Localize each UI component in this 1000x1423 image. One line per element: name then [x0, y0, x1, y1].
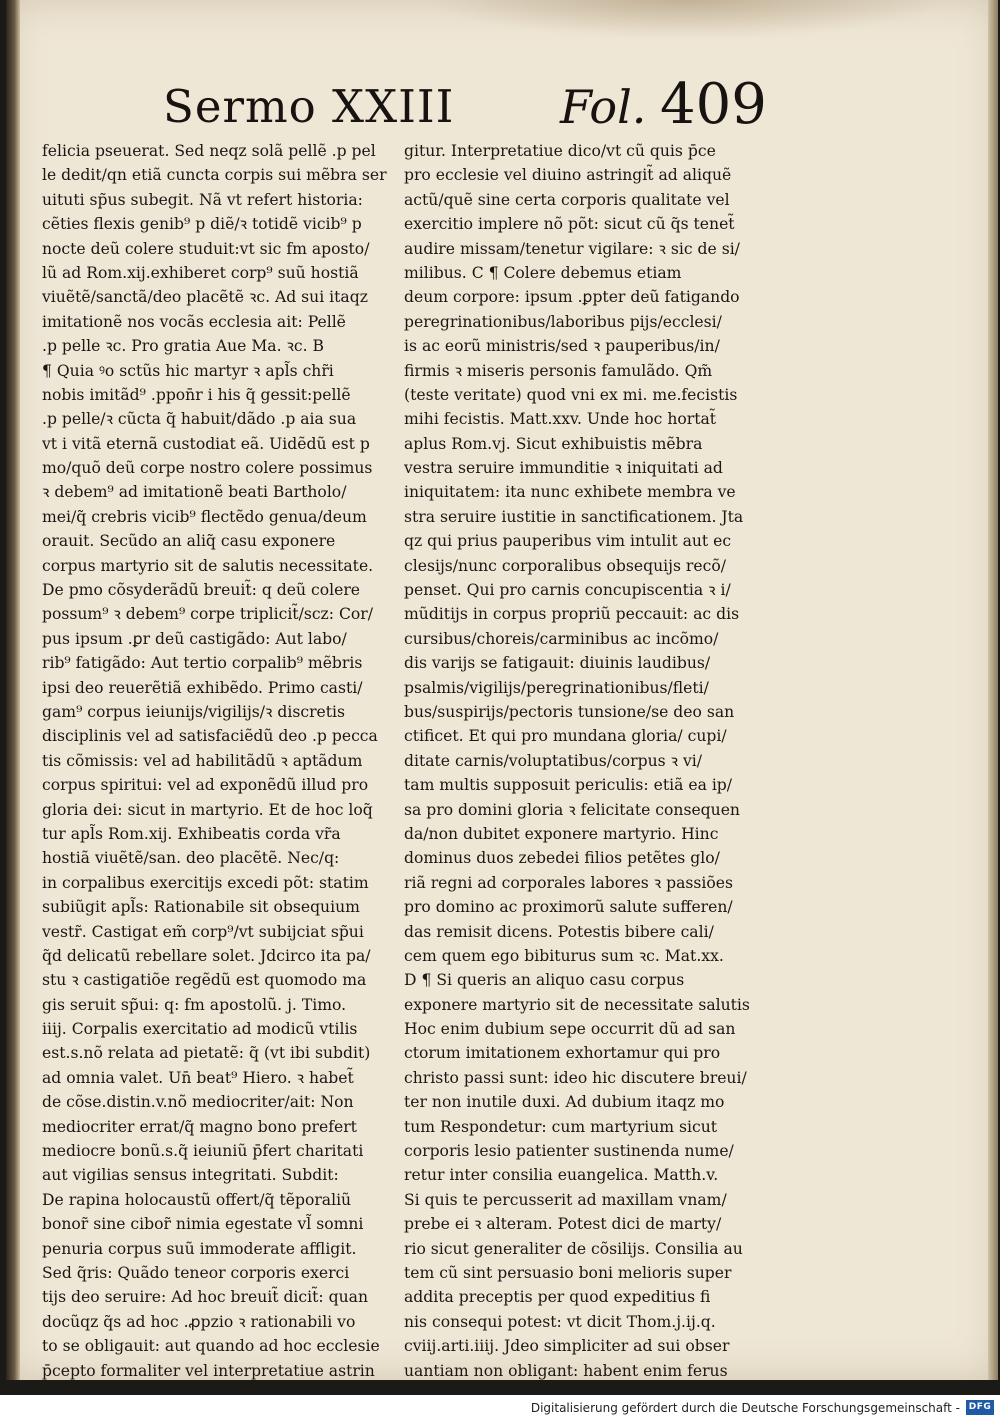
text-line: exponere martyrio sit de necessitate salutis — [404, 995, 750, 1014]
text-line: rio sicut generaliter de cõsilijs. Consilia au — [404, 1239, 743, 1258]
text-line: pro domino ac proximorũ salute sufferen/ — [404, 898, 733, 917]
running-header — [155, 74, 775, 144]
text-line: pus ipsum .ꝑr deũ castigãdo: Aut labo/ — [42, 629, 347, 648]
text-line: ipsi deo reuerẽtiã exhibẽdo. Primo casti/ — [42, 678, 363, 697]
text-line: actũ/quẽ sine certa corporis qualitate vel — [404, 190, 730, 209]
text-line: vestra seruire immunditie ꝛ iniquitati ad — [404, 459, 723, 478]
text-line: (teste veritate) quod vni ex mi. me.fecistis — [404, 385, 738, 404]
text-line: .p pelle/ꝛ cũcta q̃ habuit/dãdo .p aia sua — [42, 410, 357, 429]
funding-credit: Digitalisierung gefördert durch die Deutsche Forschungsgemeinschaft - — [530, 1401, 960, 1415]
text-line: tijs deo seruire: Ad hoc breuit̃ dicit̃: quan — [42, 1288, 368, 1307]
text-line: gis seruit sp̃ui: q: fm apostolũ. j. Timo. — [42, 995, 347, 1014]
text-line: disciplinis vel ad satisfaciẽdũ deo .p pecca — [42, 727, 378, 746]
text-line: mũditijs in corpus propriũ peccauit: ac dis — [404, 605, 740, 624]
folio-number: 409 — [660, 72, 767, 137]
folio-label: Fol. — [560, 80, 647, 134]
text-line: cem quem ego bibiturus sum ꝛc. Mat.xx. — [404, 946, 724, 965]
text-line: dominus duos zebedei filios petẽtes glo/ — [404, 849, 720, 868]
text-line: stra seruire iustitie in sanctificationem. Jta — [404, 507, 744, 526]
text-line: ditate carnis/voluptatibus/corpus ꝛ vi/ — [404, 751, 703, 770]
text-line: aplus Rom.vj. Sicut exhibuistis mẽbra — [404, 434, 703, 453]
text-line: est.s.nõ relata ad pietatẽ: q̃ (vt ibi subdit) — [42, 1044, 371, 1063]
text-line: peregrinationibus/laboribus pijs/ecclesi/ — [404, 312, 722, 331]
text-line: tam multis supposuit periculis: etiã ea ip/ — [404, 776, 733, 795]
digitization-footer — [0, 1395, 1000, 1423]
text-line: milibus. C ¶ Colere debemus etiam — [404, 263, 682, 282]
text-line: exercitio implere nõ põt: sicut cũ q̃s tenet̃ — [404, 215, 735, 234]
text-line: p̄cepto formaliter vel interpretatiue astrin — [42, 1361, 375, 1380]
text-line: uituti sp̃us subegit. Nã vt refert historia: — [42, 190, 363, 209]
text-line: gam⁹ corpus ieiunijs/vigilijs/ꝛ discretis — [42, 702, 346, 721]
text-column-right — [404, 139, 766, 1383]
text-line: Si quis te percusserit ad maxillam vnam/ — [404, 1190, 727, 1209]
text-line: corpus martyrio sit de salutis necessitate. — [42, 556, 374, 575]
text-line: D ¶ Si queris an aliquo casu corpus — [404, 971, 685, 990]
text-line: nobis imitãd⁹ .ppon̄r i his q̃ gessit:pellẽ — [42, 385, 351, 404]
text-line: firmis ꝛ miseris personis famulãdo. Qm̃ — [404, 361, 713, 380]
text-line: ctorum imitationem exhortamur qui pro — [404, 1044, 721, 1063]
text-line: ter non inutile duxi. Ad dubium itaqz mo — [404, 1093, 725, 1112]
text-line: corporis lesio patienter sustinenda nume/ — [404, 1142, 734, 1161]
text-line: De pmo cõsyderãdũ breuit̃: q deũ colere — [42, 581, 361, 600]
paper-stain — [426, 0, 946, 40]
text-line: de cõse.distin.v.nõ mediocriter/ait: Non — [42, 1093, 354, 1112]
text-line: deum corpore: ipsum .ꝑpter deũ fatigando — [404, 288, 740, 307]
text-line: addita preceptis per quod expeditius fi — [404, 1288, 711, 1307]
text-line: viuẽtẽ/sanctã/deo placẽtẽ ꝛc. Ad sui itaqz — [42, 288, 368, 307]
text-line: possum⁹ ꝛ debem⁹ corpe triplicit̃/scz: Cor/ — [42, 605, 374, 624]
text-line: is ac eorũ ministris/sed ꝛ pauperibus/in/ — [404, 337, 720, 356]
text-line: to se obligauit: aut quando ad hoc ecclesie — [42, 1337, 380, 1356]
text-line: sa pro domini gloria ꝛ felicitate consequen — [404, 800, 740, 819]
text-line: clesijs/nunc corporalibus obsequijs recõ/ — [404, 556, 726, 575]
header-title: Sermo XXIII — [163, 80, 455, 133]
text-line: Hoc enim dubium sepe occurrit dũ ad san — [404, 1020, 736, 1039]
text-line: cẽties flexis genib⁹ p diẽ/ꝛ totidẽ vicib⁹ p — [42, 215, 362, 234]
text-line: psalmis/vigilijs/peregrinationibus/fleti/ — [404, 678, 709, 697]
text-line: mediocre bonũ.s.q̃ ieiuniũ p̄fert charitati — [42, 1142, 364, 1161]
text-line: dis varijs se fatigauit: diuinis laudibus/ — [404, 654, 711, 673]
text-line: cviij.arti.iiij. Jdeo simpliciter ad sui obser — [404, 1337, 730, 1356]
text-line: De rapina holocaustũ offert/q̃ tẽporaliũ — [42, 1190, 352, 1209]
text-line: mei/q̃ crebris vicib⁹ flectẽdo genua/deum — [42, 507, 367, 526]
text-line: bus/suspirijs/pectoris tunsione/se deo san — [404, 702, 735, 721]
text-line: ¶ Quia ꝰo sctũs hic martyr ꝛ apl̃s chr̃i — [42, 361, 334, 380]
text-line: ꝛ debem⁹ ad imitationẽ beati Bartholo/ — [42, 483, 347, 502]
text-line: nis consequi potest: vt dicit Thom.j.ij.q. — [404, 1312, 716, 1331]
text-line: .p pelle ꝛc. Pro gratia Aue Ma. ꝛc. B — [42, 337, 325, 356]
text-line: iniquitatem: ita nunc exhibete membra ve — [404, 483, 736, 502]
text-line: riã regni ad corporales labores ꝛ passiões — [404, 873, 733, 892]
page-gutter-shadow — [6, 0, 20, 1380]
text-line: le dedit/qn etiã cuncta corpis sui mẽbra ser — [42, 166, 387, 185]
text-line: vestr̃. Castigat em̃ corp⁹/vt subijciat sp̃ui — [42, 922, 364, 941]
text-line: prebe ei ꝛ alteram. Potest dici de marty/ — [404, 1215, 722, 1234]
text-line: nocte deũ colere studuit:vt sic fm aposto/ — [42, 239, 370, 258]
text-line: audire missam/tenetur vigilare: ꝛ sic de si/ — [404, 239, 740, 258]
text-line: q̃d delicatũ rebellare solet. Jdcirco ita pa/ — [42, 946, 371, 965]
text-line: subiũgit apl̃s: Rationabile sit obsequium — [42, 898, 360, 917]
text-line: da/non dubitet exponere martyrio. Hinc — [404, 824, 719, 843]
text-line: iiij. Corpalis exercitatio ad modicũ vtilis — [42, 1020, 358, 1039]
text-line: vt i vitã eternã custodiat eã. Uidẽdũ est p — [42, 434, 370, 453]
text-line: penset. Qui pro carnis concupiscentia ꝛ i/ — [404, 581, 731, 600]
text-line: hostiã viuẽtẽ/san. deo placẽtẽ. Nec/q: — [42, 849, 340, 868]
text-line: aut vigilias sensus integritati. Subdit: — [42, 1166, 339, 1185]
text-line: gloria dei: sicut in martyrio. Et de hoc loq̃ — [42, 800, 373, 819]
text-line: gitur. Interpretatiue dico/vt cũ quis p̄ce — [404, 142, 716, 160]
text-line: das remisit dicens. Potestis bibere cali/ — [404, 922, 714, 941]
text-line: Sed q̃ris: Quãdo teneor corporis exerci — [42, 1263, 350, 1282]
text-line: docũqz q̃s ad hoc .ꝓpzio ꝛ rationabili vo — [42, 1312, 356, 1331]
text-line: mediocriter errat/q̃ magno bono prefert — [42, 1117, 357, 1136]
text-line: in corpalibus exercitijs excedi põt: statim — [42, 873, 369, 892]
text-line: tum Respondetur: cum martyrium sicut — [404, 1117, 718, 1136]
text-line: tis cõmissis: vel ad habilitãdũ ꝛ aptãdum — [42, 751, 363, 770]
text-line: rib⁹ fatigãdo: Aut tertio corpalib⁹ mẽbris — [42, 654, 363, 673]
text-line: retur inter consilia euangelica. Matth.v. — [404, 1166, 719, 1185]
text-line: christo passi sunt: ideo hic discutere breui/ — [404, 1068, 747, 1087]
text-line: tem cũ sint persuasio boni melioris super — [404, 1263, 732, 1282]
text-line: mihi fecistis. Matt.xxv. Unde hoc hortat̃ — [404, 410, 717, 429]
dfg-logo-icon: DFG — [966, 1400, 994, 1415]
text-line: cursibus/choreis/carminibus ac incõmo/ — [404, 629, 719, 648]
text-line: imitationẽ nos vocãs ecclesia ait: Pellẽ — [42, 312, 346, 331]
text-line: ad omnia valet. Un̄ beat⁹ Hiero. ꝛ habet̃ — [42, 1068, 354, 1087]
text-line: corpus spiritui: vel ad exponẽdũ illud pro — [42, 776, 369, 795]
text-line: penuria corpus suũ immoderate affligit. — [42, 1239, 357, 1258]
text-line: lũ ad Rom.xij.exhiberet corp⁹ suũ hostiã — [42, 263, 359, 282]
text-column-left — [42, 139, 398, 1383]
text-line: stu ꝛ castigatiõe regẽdũ est quomodo ma — [42, 971, 367, 990]
text-line: ctificet. Et qui pro mundana gloria/ cupi/ — [404, 727, 727, 746]
text-line: orauit. Secũdo an aliq̃ casu exponere — [42, 532, 336, 551]
text-line: bonor̃ sine cibor̃ nimia egestate vl̃ somni — [42, 1215, 364, 1234]
text-line: tur apl̃s Rom.xij. Exhibeatis corda vr̃a — [42, 824, 341, 843]
text-line: felicia pseuerat. Sed neqz solã pellẽ .p pel — [42, 142, 376, 160]
text-line: pro ecclesie vel diuino astringit̃ ad aliquẽ — [404, 166, 732, 185]
text-line: mo/quõ deũ corpe nostro colere possimus — [42, 459, 373, 478]
page-edge — [988, 0, 998, 1380]
text-line: uantiam non obligant: habent enim ferus — [404, 1361, 728, 1380]
text-line: qz qui prius pauperibus vim intulit aut ec — [404, 532, 732, 551]
